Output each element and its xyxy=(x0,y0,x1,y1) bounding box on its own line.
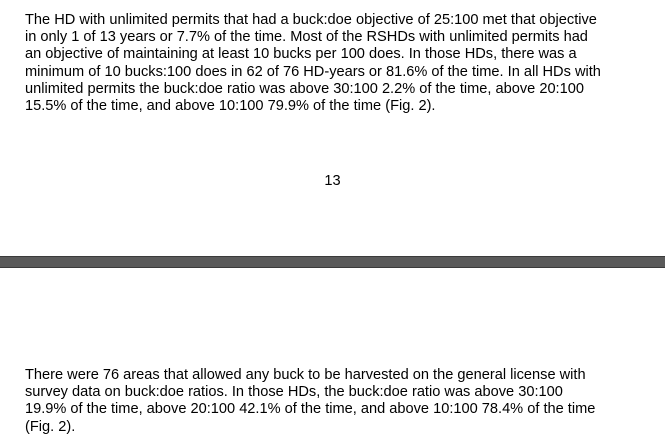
paragraph-line: an objective of maintaining at least 10 bucks per 100 does. In those HDs, there was a xyxy=(25,46,577,63)
paragraph-line: 19.9% of the time, above 20:100 42.1% of the time, and above 10:100 78.4% of the time xyxy=(25,401,596,418)
paragraph-line: survey data on buck:doe ratios. In those HDs, the buck:doe ratio was above 30:100 xyxy=(25,384,563,401)
paragraph-line: in only 1 of 13 years or 7.7% of the time. Most of the RSHDs with unlimited permits had xyxy=(25,29,588,46)
body-paragraph xyxy=(25,367,645,436)
page-number: 13 xyxy=(324,173,341,189)
paragraph-line: The HD with unlimited permits that had a buck:doe objective of 25:100 met that objective xyxy=(25,12,597,28)
paragraph-line: There were 76 areas that allowed any buck to be harvested on the general license with xyxy=(25,367,586,383)
paragraph-line: 15.5% of the time, and above 10:100 79.9% of the time (Fig. 2). xyxy=(25,98,436,115)
paragraph-line: unlimited permits the buck:doe ratio was above 30:100 2.2% of the time, above 20:100 xyxy=(25,80,584,97)
document-page-bottom xyxy=(0,268,665,444)
page-separator xyxy=(0,256,665,268)
body-paragraph xyxy=(25,12,645,115)
paragraph-line: minimum of 10 bucks:100 does in 62 of 76 HD-years or 81.6% of the time. In all HDs with xyxy=(25,63,601,80)
paragraph-line: (Fig. 2). xyxy=(25,418,76,435)
